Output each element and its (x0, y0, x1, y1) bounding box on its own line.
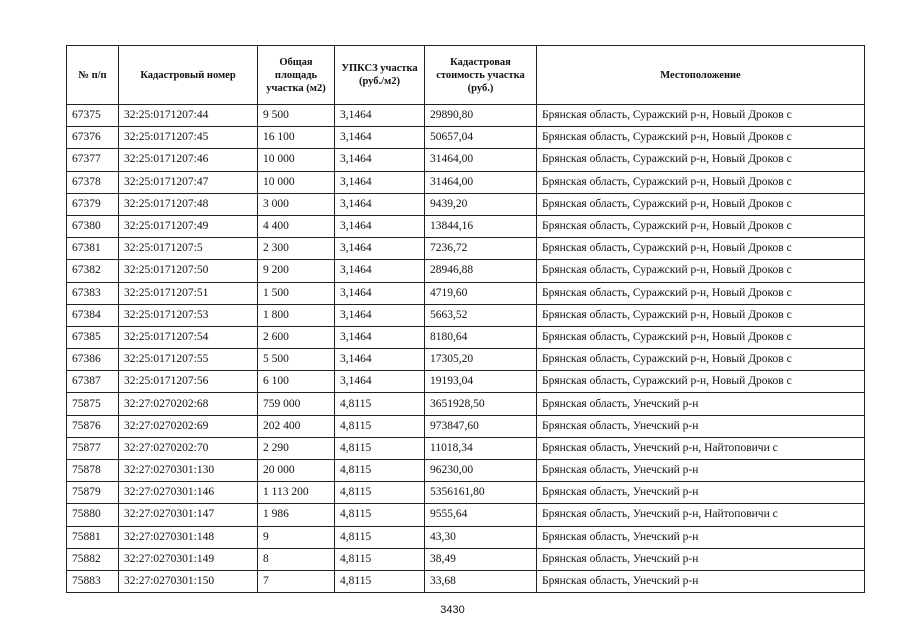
upksz-cell: 4,8115 (335, 526, 425, 548)
table-row (67, 437, 865, 459)
cadastral-value-cell: 3651928,50 (425, 393, 537, 415)
row-number-cell: 75878 (67, 460, 119, 482)
row-number-cell: 67383 (67, 282, 119, 304)
location-cell: Брянская область, Суражский р-н, Новый Дроков с (537, 260, 865, 282)
row-number-cell: 67380 (67, 215, 119, 237)
cadastral-value-cell: 38,49 (425, 548, 537, 570)
cadastral-number-cell: 32:25:0171207:51 (119, 282, 258, 304)
area-cell: 1 800 (258, 304, 335, 326)
row-number-cell: 67378 (67, 171, 119, 193)
cadastral-value-cell: 13844,16 (425, 215, 537, 237)
area-cell: 20 000 (258, 460, 335, 482)
row-number-cell: 75881 (67, 526, 119, 548)
cadastral-value-cell: 19193,04 (425, 371, 537, 393)
cadastral-value-cell: 96230,00 (425, 460, 537, 482)
location-cell: Брянская область, Суражский р-н, Новый Дроков с (537, 349, 865, 371)
area-cell: 9 200 (258, 260, 335, 282)
upksz-cell: 4,8115 (335, 548, 425, 570)
cadastral-value-cell: 9555,64 (425, 504, 537, 526)
row-number-cell: 75882 (67, 548, 119, 570)
header-cadastral-number: Кадастровый номер (119, 46, 258, 105)
table-row (67, 349, 865, 371)
table-row (67, 570, 865, 592)
upksz-cell: 3,1464 (335, 171, 425, 193)
location-cell: Брянская область, Унечский р-н (537, 460, 865, 482)
row-number-cell: 75880 (67, 504, 119, 526)
table-row (67, 460, 865, 482)
table-row (67, 238, 865, 260)
area-cell: 759 000 (258, 393, 335, 415)
upksz-cell: 4,8115 (335, 437, 425, 459)
area-cell: 1 986 (258, 504, 335, 526)
location-cell: Брянская область, Суражский р-н, Новый Дроков с (537, 371, 865, 393)
location-cell: Брянская область, Унечский р-н (537, 482, 865, 504)
location-cell: Брянская область, Суражский р-н, Новый Дроков с (537, 171, 865, 193)
cadastral-number-cell: 32:27:0270301:148 (119, 526, 258, 548)
area-cell: 5 500 (258, 349, 335, 371)
cadastral-value-cell: 8180,64 (425, 326, 537, 348)
area-cell: 10 000 (258, 149, 335, 171)
row-number-cell: 75875 (67, 393, 119, 415)
area-cell: 202 400 (258, 415, 335, 437)
row-number-cell: 67384 (67, 304, 119, 326)
location-cell: Брянская область, Унечский р-н (537, 526, 865, 548)
upksz-cell: 3,1464 (335, 282, 425, 304)
location-cell: Брянская область, Суражский р-н, Новый Дроков с (537, 105, 865, 127)
table-row (67, 260, 865, 282)
row-number-cell: 67382 (67, 260, 119, 282)
header-cadastral-value: Кадастровая стоимость участка (руб.) (425, 46, 537, 105)
cadastral-table (66, 45, 865, 593)
area-cell: 2 290 (258, 437, 335, 459)
table-row (67, 304, 865, 326)
area-cell: 8 (258, 548, 335, 570)
cadastral-number-cell: 32:25:0171207:48 (119, 193, 258, 215)
area-cell: 2 300 (258, 238, 335, 260)
row-number-cell: 67377 (67, 149, 119, 171)
location-cell: Брянская область, Унечский р-н (537, 570, 865, 592)
cadastral-value-cell: 50657,04 (425, 127, 537, 149)
upksz-cell: 3,1464 (335, 371, 425, 393)
upksz-cell: 4,8115 (335, 415, 425, 437)
header-upksz: УПКСЗ участка (руб./м2) (335, 46, 425, 105)
row-number-cell: 75883 (67, 570, 119, 592)
page-number: 3430 (440, 604, 465, 616)
location-cell: Брянская область, Суражский р-н, Новый Дроков с (537, 326, 865, 348)
header-row-number: № п/п (67, 46, 119, 105)
row-number-cell: 67385 (67, 326, 119, 348)
upksz-cell: 3,1464 (335, 349, 425, 371)
table-row (67, 526, 865, 548)
cadastral-number-cell: 32:25:0171207:50 (119, 260, 258, 282)
location-cell: Брянская область, Суражский р-н, Новый Дроков с (537, 149, 865, 171)
area-cell: 7 (258, 570, 335, 592)
cadastral-number-cell: 32:27:0270301:150 (119, 570, 258, 592)
location-cell: Брянская область, Унечский р-н, Найтоповичи с (537, 504, 865, 526)
location-cell: Брянская область, Унечский р-н, Найтоповичи с (537, 437, 865, 459)
cadastral-number-cell: 32:25:0171207:46 (119, 149, 258, 171)
area-cell: 4 400 (258, 215, 335, 237)
upksz-cell: 3,1464 (335, 304, 425, 326)
area-cell: 10 000 (258, 171, 335, 193)
upksz-cell: 3,1464 (335, 127, 425, 149)
cadastral-value-cell: 31464,00 (425, 149, 537, 171)
location-cell: Брянская область, Унечский р-н (537, 393, 865, 415)
table-body (67, 105, 865, 593)
location-cell: Брянская область, Суражский р-н, Новый Дроков с (537, 304, 865, 326)
row-number-cell: 75876 (67, 415, 119, 437)
table-row (67, 282, 865, 304)
cadastral-value-cell: 43,30 (425, 526, 537, 548)
upksz-cell: 4,8115 (335, 482, 425, 504)
upksz-cell: 4,8115 (335, 460, 425, 482)
location-cell: Брянская область, Суражский р-н, Новый Дроков с (537, 127, 865, 149)
cadastral-number-cell: 32:27:0270202:70 (119, 437, 258, 459)
row-number-cell: 67375 (67, 105, 119, 127)
cadastral-number-cell: 32:25:0171207:53 (119, 304, 258, 326)
cadastral-number-cell: 32:25:0171207:47 (119, 171, 258, 193)
upksz-cell: 3,1464 (335, 215, 425, 237)
cadastral-value-cell: 29890,80 (425, 105, 537, 127)
cadastral-number-cell: 32:25:0171207:5 (119, 238, 258, 260)
row-number-cell: 67387 (67, 371, 119, 393)
cadastral-number-cell: 32:27:0270301:149 (119, 548, 258, 570)
upksz-cell: 3,1464 (335, 105, 425, 127)
table-row (67, 193, 865, 215)
table-row (67, 215, 865, 237)
upksz-cell: 4,8115 (335, 393, 425, 415)
cadastral-number-cell: 32:25:0171207:55 (119, 349, 258, 371)
cadastral-number-cell: 32:27:0270301:130 (119, 460, 258, 482)
header-location: Местоположение (537, 46, 865, 105)
cadastral-number-cell: 32:25:0171207:56 (119, 371, 258, 393)
table-row (67, 482, 865, 504)
header-area: Общая площадь участка (м2) (258, 46, 335, 105)
cadastral-number-cell: 32:27:0270301:146 (119, 482, 258, 504)
table-row (67, 415, 865, 437)
cadastral-value-cell: 973847,60 (425, 415, 537, 437)
area-cell: 3 000 (258, 193, 335, 215)
location-cell: Брянская область, Унечский р-н (537, 415, 865, 437)
location-cell: Брянская область, Суражский р-н, Новый Дроков с (537, 215, 865, 237)
location-cell: Брянская область, Суражский р-н, Новый Дроков с (537, 193, 865, 215)
row-number-cell: 67379 (67, 193, 119, 215)
row-number-cell: 75879 (67, 482, 119, 504)
upksz-cell: 3,1464 (335, 149, 425, 171)
cadastral-value-cell: 9439,20 (425, 193, 537, 215)
upksz-cell: 3,1464 (335, 260, 425, 282)
upksz-cell: 4,8115 (335, 570, 425, 592)
table-row (67, 171, 865, 193)
cadastral-value-cell: 11018,34 (425, 437, 537, 459)
cadastral-value-cell: 4719,60 (425, 282, 537, 304)
location-cell: Брянская область, Унечский р-н (537, 548, 865, 570)
cadastral-value-cell: 5663,52 (425, 304, 537, 326)
area-cell: 6 100 (258, 371, 335, 393)
row-number-cell: 67386 (67, 349, 119, 371)
upksz-cell: 3,1464 (335, 238, 425, 260)
row-number-cell: 75877 (67, 437, 119, 459)
cadastral-value-cell: 7236,72 (425, 238, 537, 260)
cadastral-value-cell: 17305,20 (425, 349, 537, 371)
location-cell: Брянская область, Суражский р-н, Новый Дроков с (537, 282, 865, 304)
table-row (67, 127, 865, 149)
area-cell: 16 100 (258, 127, 335, 149)
cadastral-number-cell: 32:25:0171207:54 (119, 326, 258, 348)
table-row (67, 393, 865, 415)
cadastral-value-cell: 5356161,80 (425, 482, 537, 504)
area-cell: 1 113 200 (258, 482, 335, 504)
cadastral-number-cell: 32:25:0171207:45 (119, 127, 258, 149)
cadastral-number-cell: 32:25:0171207:49 (119, 215, 258, 237)
cadastral-value-cell: 33,68 (425, 570, 537, 592)
cadastral-number-cell: 32:25:0171207:44 (119, 105, 258, 127)
table-row (67, 326, 865, 348)
area-cell: 9 (258, 526, 335, 548)
cadastral-value-cell: 31464,00 (425, 171, 537, 193)
table-row (67, 105, 865, 127)
area-cell: 2 600 (258, 326, 335, 348)
upksz-cell: 3,1464 (335, 193, 425, 215)
cadastral-number-cell: 32:27:0270301:147 (119, 504, 258, 526)
row-number-cell: 67381 (67, 238, 119, 260)
table-row (67, 149, 865, 171)
table-row (67, 548, 865, 570)
table-row (67, 371, 865, 393)
upksz-cell: 4,8115 (335, 504, 425, 526)
area-cell: 9 500 (258, 105, 335, 127)
table-row (67, 504, 865, 526)
cadastral-value-cell: 28946,88 (425, 260, 537, 282)
row-number-cell: 67376 (67, 127, 119, 149)
cadastral-number-cell: 32:27:0270202:69 (119, 415, 258, 437)
cadastral-number-cell: 32:27:0270202:68 (119, 393, 258, 415)
upksz-cell: 3,1464 (335, 326, 425, 348)
table-header-row (67, 46, 865, 105)
location-cell: Брянская область, Суражский р-н, Новый Дроков с (537, 238, 865, 260)
area-cell: 1 500 (258, 282, 335, 304)
